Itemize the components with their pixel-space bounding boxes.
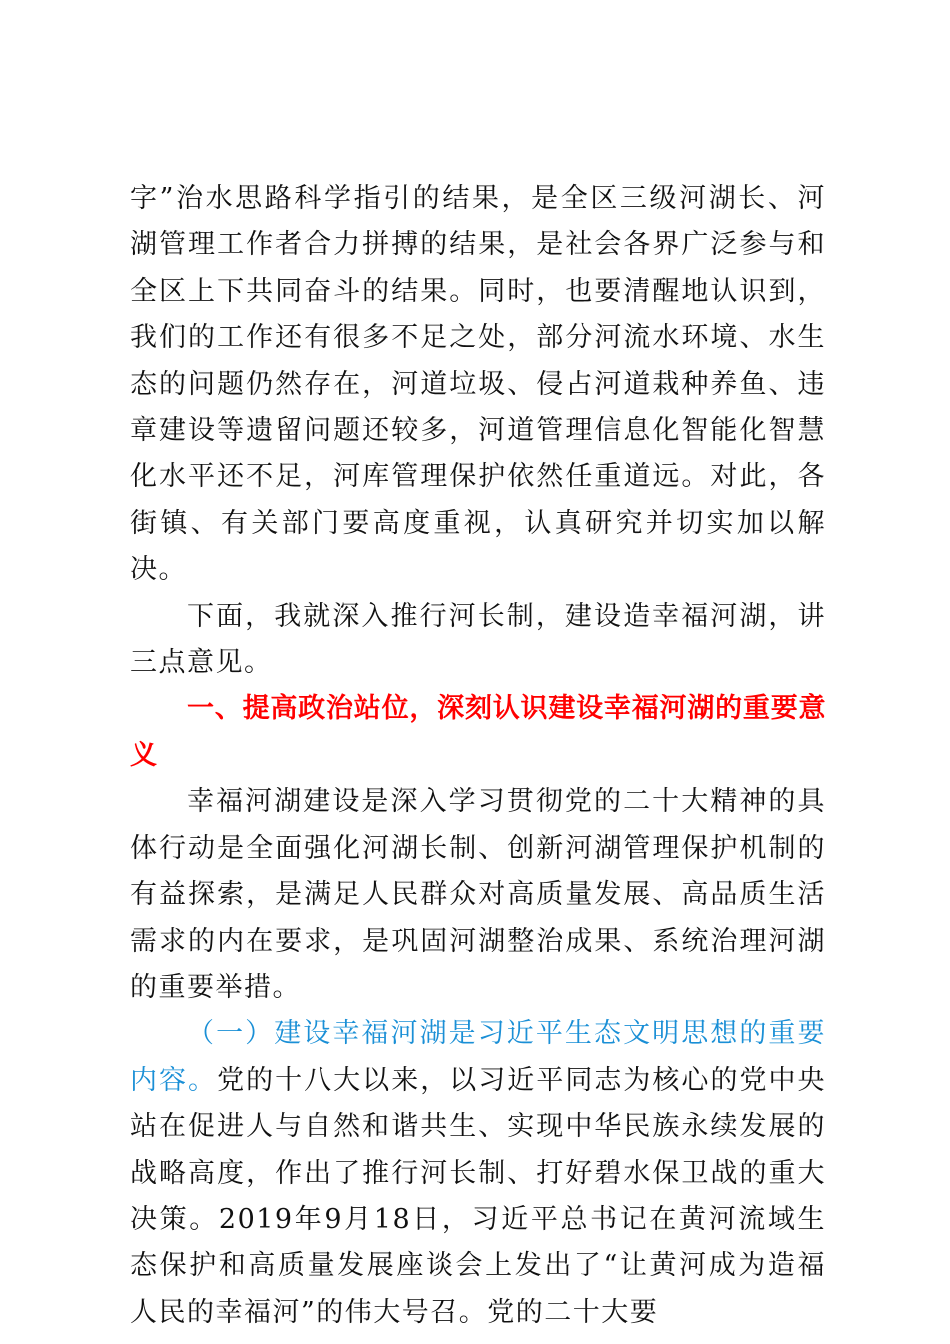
body-paragraph-1: 字”治水思路科学指引的结果，是全区三级河湖长、河湖管理工作者合力拼搏的结果，是社会各界广泛参与和全区上下共同奋斗的结果。同时，也要清醒地认识到，我们的工作还有很多不足之处，部分河流水环境、水生态的问题仍然存在，河道垃圾、侵占河道栽种养鱼、违章建设等遗留问题还较多，河道管理信息化智能化智慧化水平还不足，河库管理保护依然任重道远。对此，各街镇、有关部门要高度重视，认真研究并切实加以解决。 <box>130 183 826 586</box>
section-heading-1: 一、提高政治站位，深刻认识建设幸福河湖的重要意义 <box>130 693 826 771</box>
document-body <box>130 176 826 1336</box>
body-paragraph-3: 幸福河湖建设是深入学习贯彻党的二十大精神的具体行动是全面强化河湖长制、创新河湖管理保护机制的有益探索，是满足人民群众对高质量发展、高品质生活需求的内在要求，是巩固河湖整治成果、系统治理河湖的重要举措。 <box>130 786 826 1003</box>
body-paragraph-2: 下面，我就深入推行河长制，建设造幸福河湖，讲三点意见。 <box>130 600 826 679</box>
body-paragraph-4-text: 党的十八大以来，以习近平同志为核心的党中央站在促进人与自然和谐共生、实现中华民族永续发展的战略高度，作出了推行河长制、打好碧水保卫战的重大决策。2019年9月18日，习近平总书记在黄河流域生态保护和高质量发展座谈会上发出了“让黄河成为造福人民的幸福河”的伟大号召。党的二十大要 <box>130 1064 827 1328</box>
subsection-heading-1: （一）建设幸福河湖是习近平生态文明思想的重要内容。 <box>130 1018 826 1096</box>
body-paragraph-4 <box>130 1011 826 1336</box>
